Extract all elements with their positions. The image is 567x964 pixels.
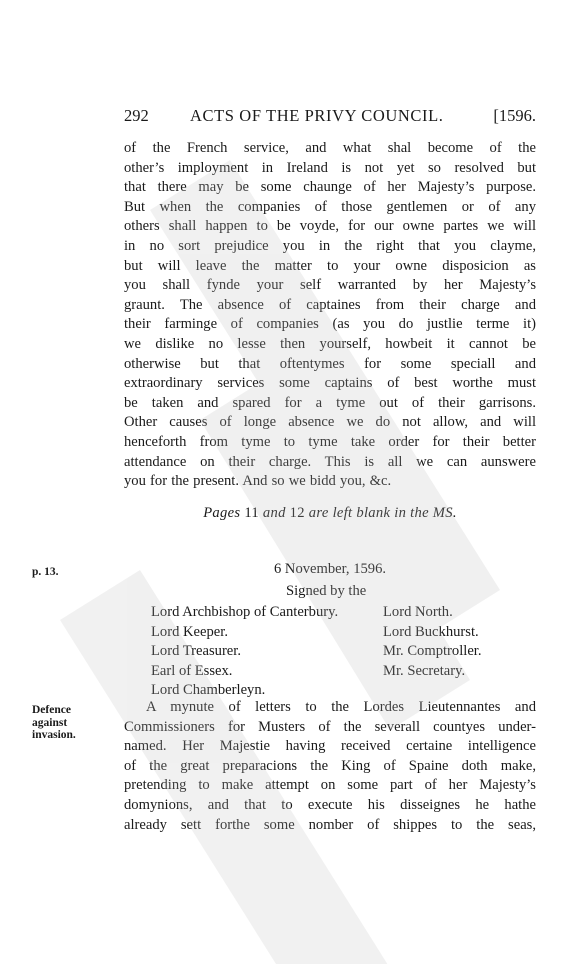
margin-note-line: invasion. [32,729,76,741]
signer: Lord Treasurer. [151,643,241,660]
signer: Lord Keeper. [151,623,228,640]
signer: Lord North. [383,604,453,620]
text-line: be taken and spared for a tyme out of their garrisons. [124,394,536,411]
text-line: graunt. The absence of captaines from their charge and [124,296,536,313]
text-line: Commissioners for Musters of the severall countyes under- [124,718,536,735]
signer: Lord Chamberleyn. [151,682,266,699]
margin-note-defence [32,704,112,742]
text-line: other’s imployment in Ireland is not yet so resolved but [124,159,536,176]
text-line: in no sort prejudice you in the right that you clayme, [124,237,536,254]
text-line: extraordinary services some captains of best worthe must [124,375,536,392]
text-line: A mynute of letters to the Lordes Lieutennantes and [146,699,536,715]
signers-left-column [151,603,338,701]
text-line: otherwise but that oftentymes for some speciall and [124,355,536,372]
text-line: domynions, and that to execute his disseignes he hathe [124,796,536,813]
page-number: 292 [124,106,149,125]
text-line: their farminge of companies (as you do justlie terme it) [124,316,536,333]
signer: Earl of Essex. [151,662,233,679]
text-line: of the great preparacions the King of Spaine doth make, [124,757,536,774]
running-title: ACTS OF THE PRIVY COUNCIL. [190,106,444,125]
text-line: already sett forthe some nomber of shippes to the seas, [124,816,536,833]
signer: Lord Archbishop of Canterbury. [151,604,339,620]
text-line: you for the present. And so we bidd you, &c. [124,473,392,490]
signers-right-column [383,603,482,681]
blank-pages-note: Pages 11 and 12 are left blank in the MS. [203,505,457,521]
margin-note-line: Defence [32,704,71,716]
margin-page-reference: p. 13. [32,566,59,578]
entry-date: 6 November, 1596. [273,561,387,577]
signer: Mr. Secretary. [383,662,466,679]
text-line: named. Her Majestie having received certaine intelligence [124,738,536,755]
running-year: [1596. [493,106,536,125]
text-line: of the French service, and what shal become of the [124,140,536,156]
signed-by-heading: Signed by the [286,583,367,599]
text-line: we dislike no lesse then yourself, howbeit it cannot be [124,335,536,352]
signer: Lord Buckhurst. [383,623,479,640]
minute-of-letters [124,698,536,835]
text-line: but will leave the matter to your owne disposicion as [124,257,536,274]
text-line: that there may be some chaunge of her Majesty’s purpose. [124,179,536,196]
margin-note-line: against [32,716,68,729]
running-header [124,106,536,130]
text-line: Other causes of longe absence we do not allow, and will [124,414,536,431]
text-line: pretending to make attempt on some part of her Majesty’s [124,777,536,794]
letter-continuation [124,139,536,492]
text-line: you shall fynde your self warranted by her Majesty’s [124,277,536,294]
signer: Mr. Comptroller. [383,643,482,660]
text-line: But when the companies of those gentlemen or of any [124,198,536,215]
text-line: others shall happen to be voyde, for our owne partes we will [124,218,536,235]
text-line: attendance on their charge. This is all we can aunswere [124,453,536,470]
text-line: henceforth from tyme to tyme take order for their better [124,433,536,450]
